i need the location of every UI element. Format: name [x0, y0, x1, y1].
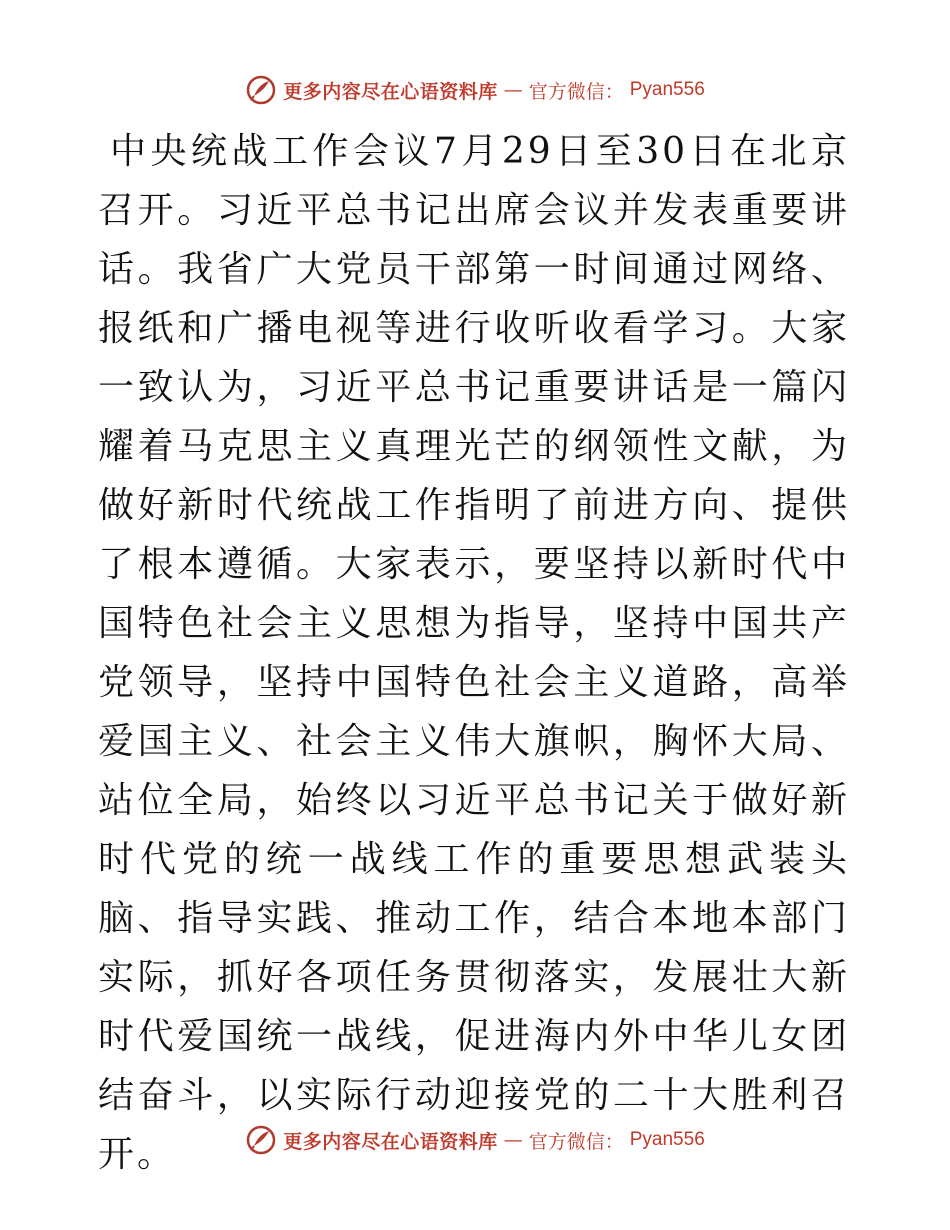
header-watermark-banner	[0, 70, 950, 110]
quill-pen-logo-icon	[245, 74, 277, 106]
document-paragraph: 中央统战工作会议7月29日至30日在北京召开。习近平总书记出席会议并发表重要讲话。我省广大党员干部第一时间通过网络、报纸和广播电视等进行收听收看学习。大家一致认为，习近平总书记重要讲话是一篇闪耀着马克思主义真理光芒的纲领性文献，为做好新时代统战工作指明了前进方向、提供了根本遵循。大家表示，要坚持以新时代中国特色社会主义思想为指导，坚持中国共产党领导，坚持中国特色社会主义道路，高举爱国主义、社会主义伟大旗帜，胸怀大局、站位全局，始终以习近平总书记关于做好新时代党的统一战线工作的重要思想武装头脑、指导实践、推动工作，结合本地本部门实际，抓好各项任务贯彻落实，发展壮大新时代爱国统一战线，促进海内外中华儿女团结奋斗，以实际行动迎接党的二十大胜利召开。	[98, 131, 850, 1175]
header-banner-id: Pyan556	[629, 79, 705, 100]
footer-banner-dash: —	[503, 1129, 523, 1151]
header-banner-official: 官方微信：	[528, 80, 624, 103]
header-banner-dash: —	[503, 79, 523, 101]
header-banner-main: 更多内容尽在心语资料库	[283, 80, 498, 103]
footer-banner	[245, 1124, 705, 1156]
footer-banner-official: 官方微信：	[528, 1130, 624, 1153]
quill-pen-logo-icon	[245, 1124, 277, 1156]
footer-banner-id: Pyan556	[629, 1129, 705, 1150]
footer-banner-main: 更多内容尽在心语资料库	[283, 1130, 498, 1153]
footer-watermark-banner	[0, 1120, 950, 1160]
header-banner	[245, 74, 705, 106]
